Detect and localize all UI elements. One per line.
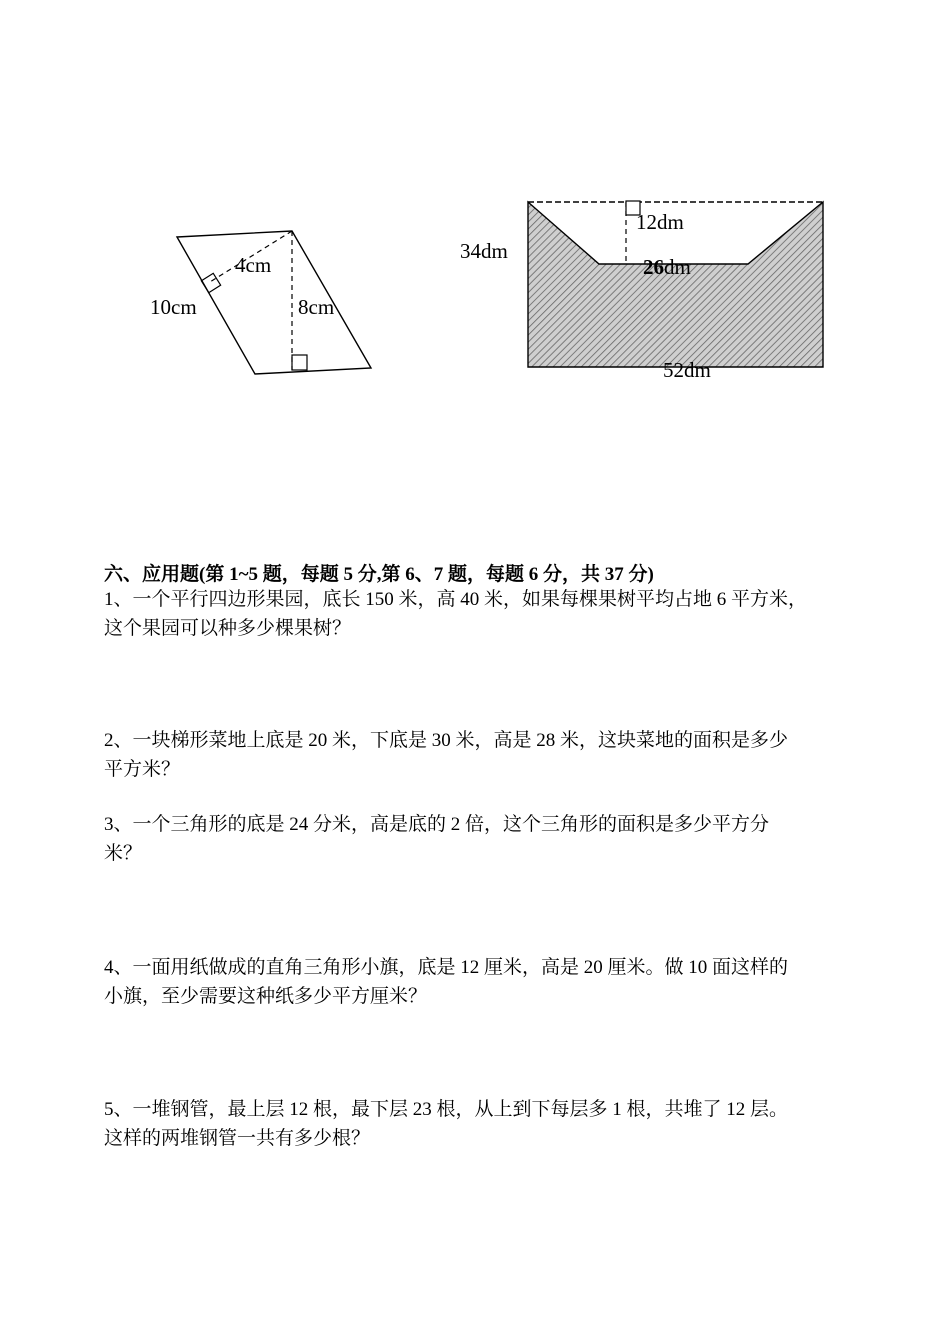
question-line: 这个果园可以种多少棵果树？ bbox=[104, 618, 352, 639]
label-notch-bottom-number: 26 bbox=[643, 255, 664, 279]
question-line: 2、一块梯形菜地上底是 20 米，下底是 30 米，高是 28 米，这块菜地的面积是多少 bbox=[104, 730, 789, 751]
question-2 bbox=[104, 726, 864, 784]
question-3 bbox=[104, 810, 864, 868]
question-line: 小旗，至少需要这种纸多少平方厘米？ bbox=[104, 986, 428, 1007]
right-angle-mark-base bbox=[292, 355, 307, 370]
question-line: 这样的两堆钢管一共有多少根？ bbox=[104, 1128, 371, 1149]
question-4 bbox=[104, 953, 864, 1011]
question-1 bbox=[104, 585, 864, 643]
label-parallelogram-height-base: 8cm bbox=[298, 295, 335, 319]
parallelogram-figure bbox=[0, 0, 950, 420]
question-line: 1、一个平行四边形果园，底长 150 米，高 40 米，如果每棵果树平均占地 6 平方米， bbox=[104, 589, 808, 610]
label-notch-depth: 12dm bbox=[636, 210, 684, 234]
question-line: 5、一堆钢管，最上层 12 根，最下层 23 根，从上到下每层多 1 根，共堆了 12 层。 bbox=[104, 1099, 789, 1120]
question-line: 4、一面用纸做成的直角三角形小旗，底是 12 厘米，高是 20 厘米。做 10 面这样的 bbox=[104, 957, 789, 978]
label-notch-bottom-unit: dm bbox=[664, 255, 691, 279]
label-rect-bottom: 52dm bbox=[663, 358, 711, 382]
question-5 bbox=[104, 1095, 864, 1153]
right-angle-mark-side bbox=[201, 273, 220, 292]
question-line: 平方米？ bbox=[104, 759, 181, 780]
label-parallelogram-side: 10cm bbox=[150, 295, 197, 319]
section-heading: 六、应用题(第 1~5 题，每题 5 分,第 6、7 题，每题 6 分，共 37 分) bbox=[104, 564, 654, 585]
label-parallelogram-height-side: 4cm bbox=[235, 253, 272, 277]
question-line: 3、一个三角形的底是 24 分米，高是底的 2 倍，这个三角形的面积是多少平方分 bbox=[104, 814, 770, 835]
label-rect-left-side: 34dm bbox=[460, 239, 508, 263]
question-line: 米？ bbox=[104, 843, 143, 864]
label-notch-bottom bbox=[643, 257, 691, 278]
parallelogram-outline bbox=[177, 231, 371, 374]
